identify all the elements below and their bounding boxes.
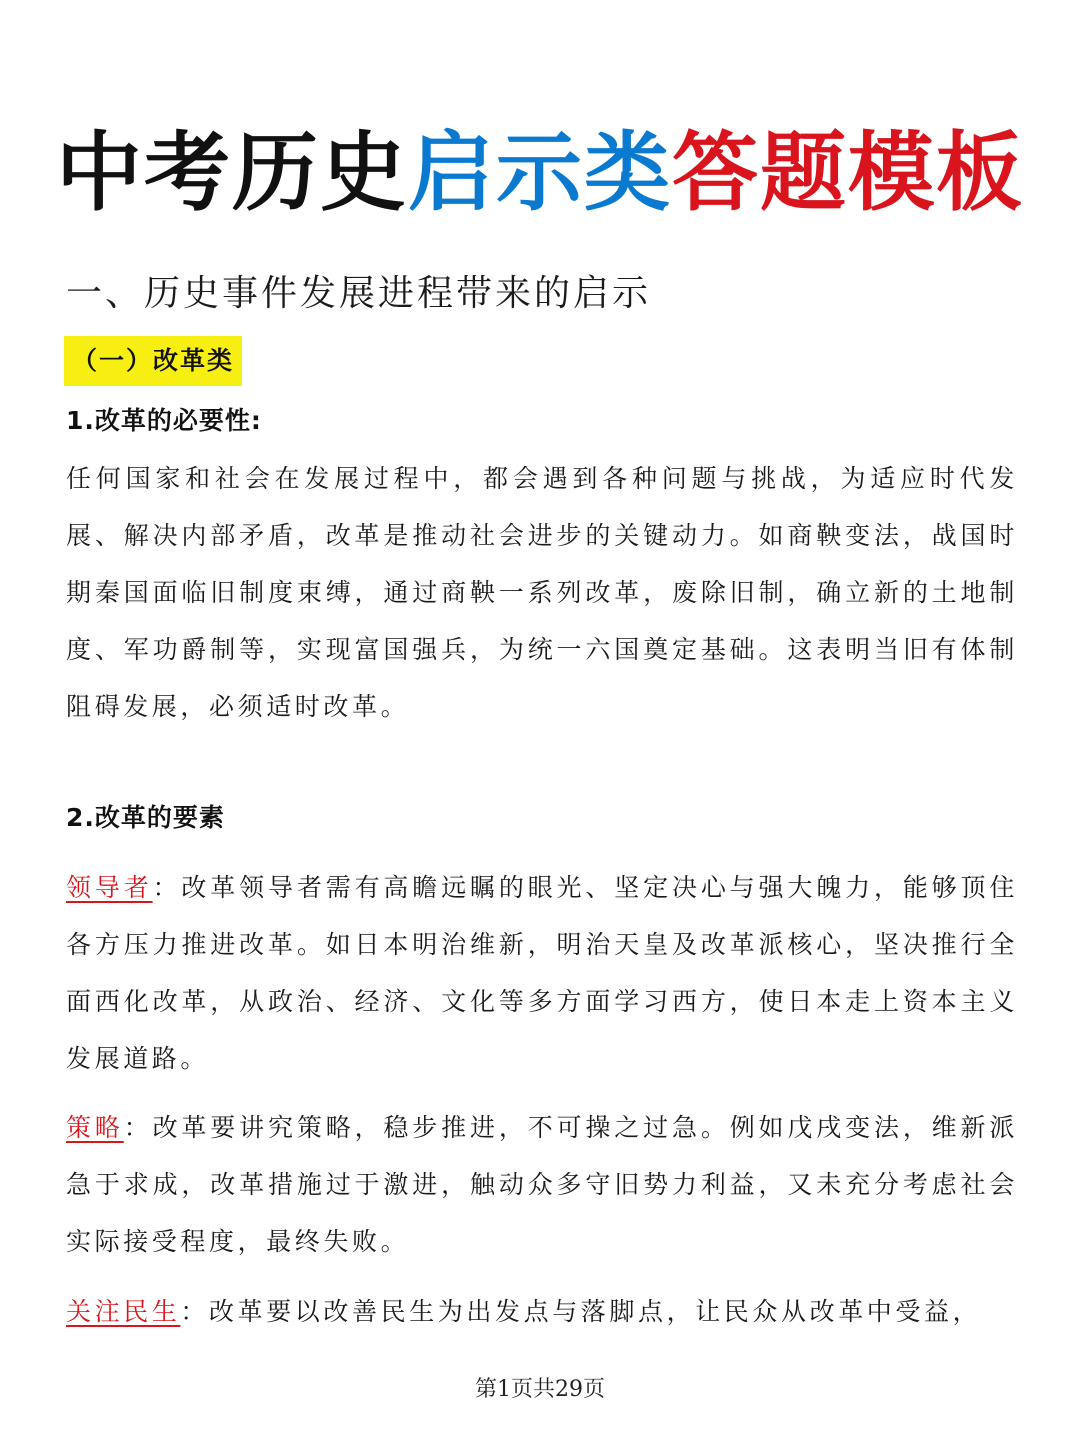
element-livelihood-paragraph xyxy=(66,1283,1018,1340)
page-number: 第1页共29页 xyxy=(475,1377,605,1402)
element-text-livelihood: ：改革要以改善民生为出发点与落脚点，让民众从改革中受益， xyxy=(180,1297,982,1326)
subsection-label: （一）改革类 xyxy=(64,336,242,386)
element-term-livelihood: 关注民生 xyxy=(66,1297,181,1326)
necessity-heading: 1.改革的必要性: xyxy=(66,406,262,435)
element-text-strategy: ：改革要讲究策略，稳步推进，不可操之过急。例如戊戌变法，维新派急于求成，改革措施过于激进，触动众多守旧势力利益，又未充分考虑社会实际接受程度，最终失败。 xyxy=(66,1113,1018,1256)
element-strategy-paragraph xyxy=(66,1099,1018,1270)
section-heading: 一、历史事件发展进程带来的启示 xyxy=(66,273,652,314)
title-part-black: 中考历史 xyxy=(56,123,408,223)
element-term-strategy: 策略 xyxy=(66,1113,124,1142)
title-part-blue: 启示类 xyxy=(408,123,672,223)
element-text-leader: ：改革领导者需有高瞻远瞩的眼光、坚定决心与强大魄力，能够顶住各方压力推进改革。如日本明治维新，明治天皇及改革派核心，坚决推行全面西化改革，从政治、经济、文化等多方面学习西方，使日本走上资本主义发展道路。 xyxy=(66,873,1018,1073)
title-part-red: 答题模板 xyxy=(672,123,1024,223)
page-title xyxy=(0,118,1080,228)
element-term-leader: 领导者 xyxy=(66,873,153,902)
element-leader-paragraph xyxy=(66,859,1018,1087)
elements-heading: 2.改革的要素 xyxy=(66,803,225,832)
necessity-paragraph: 任何国家和社会在发展过程中，都会遇到各种问题与挑战，为适应时代发展、解决内部矛盾，改革是推动社会进步的关键动力。如商鞅变法，战国时期秦国面临旧制度束缚，通过商鞅一系列改革，废除旧制，确立新的土地制度、军功爵制等，实现富国强兵，为统一六国奠定基础。这表明当旧有体制阻碍发展，必须适时改革。 xyxy=(66,464,1018,721)
